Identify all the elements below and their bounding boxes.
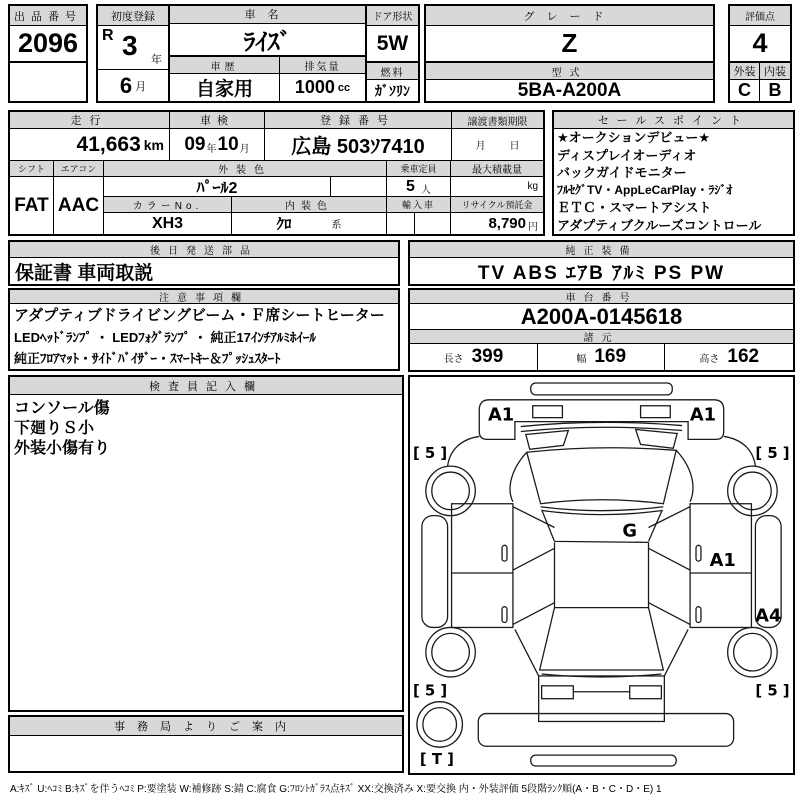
rear-left-wheel-rim [432, 633, 470, 671]
mileage-unit: km [143, 136, 164, 153]
damage-marker-5-rear-right: [ 5 ] [755, 682, 790, 700]
aircon-label: エアコン [54, 161, 103, 177]
inspector-note-line: 外装小傷有り [14, 440, 111, 457]
roof-sides [554, 542, 648, 607]
grade-value: Z [426, 26, 713, 63]
interior-color-value [232, 213, 386, 234]
right-window-fold-lines [649, 507, 691, 625]
recycle-value [451, 213, 543, 234]
car-damage-diagram [410, 377, 793, 773]
grade-model-box [424, 4, 715, 103]
interior-color-name: ｸﾛ [276, 216, 292, 233]
c-pillar-fold-lines [515, 629, 688, 676]
spare-tire [417, 702, 463, 748]
displacement-number: 1000 [294, 77, 335, 97]
chassis-number-value: A200A-0145618 [410, 304, 793, 330]
office-notice-empty [10, 736, 402, 771]
sales-point-line: ﾌﾙｾｸﾞTV・AppLeCarPlay・ﾗｼﾞｵ [557, 182, 733, 197]
first-registration-column [98, 6, 170, 101]
rear-right-wheel-rim [734, 633, 772, 671]
left-front-door-handle [502, 545, 507, 561]
color-columns [104, 161, 387, 234]
history-value: 自家用 [195, 79, 253, 100]
caution-notes-label: 注意事項欄 [10, 290, 398, 304]
capacity-value [387, 177, 450, 197]
reg-month-value: 6 [119, 72, 133, 98]
sales-point-line: ディスプレイオーディオ [557, 147, 697, 163]
reg-year-unit: 年 [151, 54, 162, 66]
left-rocker-panel [422, 516, 448, 628]
caution-notes-box [8, 288, 400, 371]
damage-marker-5-rear-left: [ 5 ] [412, 682, 448, 700]
score-label: 評価点 [730, 6, 790, 26]
headlight-left [533, 406, 563, 418]
chassis-dimensions-box [408, 288, 795, 372]
first-registration-month-cell [98, 70, 168, 101]
shipped-later-box [8, 240, 400, 286]
right-rear-door-handle [696, 607, 701, 623]
length-value: 399 [471, 346, 504, 367]
shipped-later-label: 後日発送部品 [10, 242, 398, 258]
taillight-right [630, 686, 662, 699]
damage-diagram-box [408, 375, 795, 775]
interior-grade-label: 内装 [760, 63, 790, 79]
damage-marker-5-front-left: [ 5 ] [412, 445, 448, 463]
capacity-import-column [387, 161, 451, 234]
height-cell [665, 344, 793, 370]
capacity-number: 5 [406, 177, 415, 195]
front-fender-right [724, 436, 756, 466]
rear-right-wheel [728, 627, 777, 676]
era-value: R [102, 27, 114, 44]
exterior-grade-value: C [730, 80, 760, 101]
score-box [728, 4, 792, 103]
exterior-color-value: ﾊﾟｰﾙ2 [104, 177, 331, 196]
displacement-unit: cc [337, 81, 351, 94]
payload-label: 最大積載量 [451, 161, 543, 177]
height-label: 高さ [699, 353, 720, 365]
height-value: 162 [727, 346, 760, 367]
front-top-strip [531, 383, 673, 395]
lot-number-box [8, 4, 88, 103]
caution-note-line: アダプティブドライビングビーム・Ｆ席シートヒーター [14, 306, 385, 324]
sales-point-line: アダプティブクルーズコントロール [557, 217, 762, 233]
reg-year-value: 3 [122, 30, 138, 61]
caution-note-line: 純正ﾌﾛｱﾏｯﾄ・ｻｲﾄﾞﾊﾞｲｻﾞｰ・ｽﾏｰﾄｷｰ＆ﾌﾟｯｼｭｽﾀｰﾄ [14, 350, 281, 366]
lot-number-label: 出品番号 [10, 6, 86, 26]
capacity-unit: 人 [420, 185, 431, 196]
interior-color-suffix: 系 [331, 220, 342, 231]
damage-marker-a1-front-right: A1 [689, 404, 717, 426]
a-pillar-left [510, 452, 527, 501]
interior-grade-value: B [768, 80, 782, 100]
damage-marker-a1-front-left: A1 [487, 404, 515, 426]
front-bumper [479, 400, 723, 440]
width-cell [538, 344, 666, 370]
front-left-wheel [426, 466, 475, 515]
taillight-left [542, 686, 574, 699]
mileage-number: 41,663 [76, 132, 141, 156]
model-code-value: 5BA-A200A [517, 80, 622, 101]
vehicle-detail-box [8, 110, 545, 236]
lot-number-value: 2096 [10, 26, 86, 63]
history-column [170, 57, 280, 101]
width-label: 幅 [576, 353, 587, 365]
capacity-label: 乗車定員 [387, 161, 450, 177]
color-no-value: XH3 [104, 213, 232, 234]
transfer-deadline-label: 譲渡書類期限 [452, 112, 543, 129]
shift-label: シフト [10, 161, 53, 177]
shaken-value [170, 129, 265, 160]
fuel-value: ｶﾞｿﾘﾝ [375, 82, 410, 99]
grade-label: グレード [426, 6, 713, 26]
damage-marker-5-front-right: [ 5 ] [755, 445, 790, 463]
displacement-column [280, 57, 365, 101]
recycle-unit: 円 [528, 221, 538, 233]
transfer-day-label: 日 [509, 141, 520, 153]
sales-point-line: ＥＴＣ・スマートアシスト [557, 200, 712, 215]
inspector-notes-box [8, 375, 404, 712]
left-doors [452, 504, 513, 628]
transfer-month-label: 月 [475, 141, 486, 153]
front-fender-left [448, 436, 480, 466]
exterior-color-empty-cell [331, 177, 386, 196]
exterior-grade-label: 外装 [730, 63, 760, 79]
damage-marker-a1-right-door: A1 [709, 550, 736, 572]
door-shape-value: 5W [367, 26, 418, 63]
first-registration-year-cell [98, 26, 168, 70]
sales-points-label: セールスポイント [554, 112, 793, 129]
width-value: 169 [594, 346, 627, 367]
equipment-box [408, 240, 795, 286]
exterior-color-label: 外装色 [104, 161, 386, 177]
dimensions-label: 諸元 [410, 330, 793, 344]
rear-bumper [478, 714, 733, 747]
shift-value: FAT [14, 194, 49, 216]
mileage-label: 走行 [10, 112, 170, 129]
lot-number-empty-cell [10, 63, 86, 101]
car-name-column [170, 6, 367, 101]
payload-value: kg [451, 177, 543, 197]
damage-marker-a4-right-rocker: A4 [755, 605, 782, 627]
sales-point-line: ★オークションデビュー★ [557, 130, 711, 145]
equipment-value: TV ABS ｴｱB ｱﾙﾐ PS PW [477, 262, 726, 284]
aircon-column [54, 161, 104, 234]
shaken-label: 車検 [170, 112, 265, 129]
equipment-label: 純正装備 [410, 242, 793, 258]
car-name-value: ﾗｲｽﾞ [170, 24, 365, 57]
front-right-wheel [728, 466, 777, 515]
import-empty-cell-2 [415, 213, 450, 234]
car-name-label: 車名 [170, 6, 365, 24]
displacement-value [280, 74, 365, 101]
left-window-fold-lines [513, 507, 555, 625]
cowl-line [521, 427, 682, 431]
door-shape-label: ドア形状 [367, 6, 418, 26]
sales-point-line: バックガイドモニター [557, 165, 687, 180]
model-code-label: 型式 [426, 63, 713, 80]
shaken-month: 10 [217, 133, 239, 155]
fuel-label: 燃料 [367, 63, 418, 80]
windshield-lower-band [541, 507, 664, 511]
registration-name-box [96, 4, 420, 103]
payload-recycle-column [451, 161, 543, 234]
wiper-left [526, 431, 569, 450]
length-cell [410, 344, 538, 370]
length-label: 長さ [443, 353, 464, 365]
aircon-value: AAC [57, 194, 100, 216]
shift-column [10, 161, 54, 234]
shaken-year: 09 [184, 133, 206, 155]
mileage-value [10, 129, 170, 160]
color-no-label: カラーNo. [104, 197, 232, 213]
score-value: 4 [730, 26, 790, 63]
inspector-note-line: 下廻りＳ小 [14, 420, 95, 437]
registration-number-label: 登録番号 [265, 112, 452, 129]
chassis-number-label: 車台番号 [410, 290, 793, 304]
transfer-deadline-value [452, 129, 543, 160]
damage-code-legend: A:ｷｽﾞ U:ﾍｺﾐ B:ｷｽﾞを伴うﾍｺﾐ P:要塗装 W:補修跡 S:錆 C:腐食 G:ﾌﾛﾝﾄｶﾞﾗｽ点ｷｽﾞ XX:交換済み X:要交換 内・外装評価 5段階ﾗﾝｸ順(A・B・C・D・E) 1 [10, 784, 662, 795]
interior-color-label: 内装色 [232, 197, 386, 213]
rear-left-wheel [426, 627, 475, 676]
headlight-right [641, 406, 671, 418]
recycle-amount: 8,790 [488, 215, 526, 232]
first-registration-label: 初度登録 [98, 6, 168, 26]
rear-window [540, 608, 664, 670]
displacement-label: 排気量 [280, 57, 365, 74]
shaken-year-unit: 年 [206, 144, 217, 156]
door-fuel-column [367, 6, 418, 101]
office-notice-label: 事務局よりご案内 [10, 717, 402, 736]
reg-month-unit: 月 [135, 80, 147, 93]
sales-points-box [552, 110, 795, 236]
wiper-right [636, 430, 678, 449]
a-pillar-right [676, 450, 693, 501]
import-label: 輸入車 [387, 197, 450, 213]
rear-bottom-strip [531, 755, 676, 766]
registration-number-value: 広島 503ｿ7410 [265, 129, 452, 160]
left-rear-door-handle [502, 607, 507, 623]
office-notice-box [8, 715, 404, 773]
history-label: 車歴 [170, 57, 279, 74]
damage-marker-g-windshield: G [622, 520, 638, 542]
damage-marker-t-spare: [ T ] [419, 751, 454, 769]
cowl-line [521, 422, 682, 426]
shaken-month-unit: 月 [239, 144, 250, 156]
inspector-note-line: コンソール傷 [14, 400, 110, 417]
inspector-notes-label: 検査員記入欄 [10, 377, 402, 395]
recycle-label: リサイクル預託金 [451, 197, 543, 213]
right-front-door-handle [696, 545, 701, 561]
caution-note-line: LEDﾍｯﾄﾞﾗﾝﾌﾟ ・ LEDﾌｫｸﾞﾗﾝﾌﾟ ・ 純正17ｲﾝﾁｱﾙﾐﾎｲｰﾙ [14, 329, 316, 345]
windshield [527, 448, 676, 504]
shipped-later-value: 保証書 車両取説 [15, 262, 154, 284]
import-empty-cell-1 [387, 213, 415, 234]
spare-tire-inner [423, 708, 457, 742]
